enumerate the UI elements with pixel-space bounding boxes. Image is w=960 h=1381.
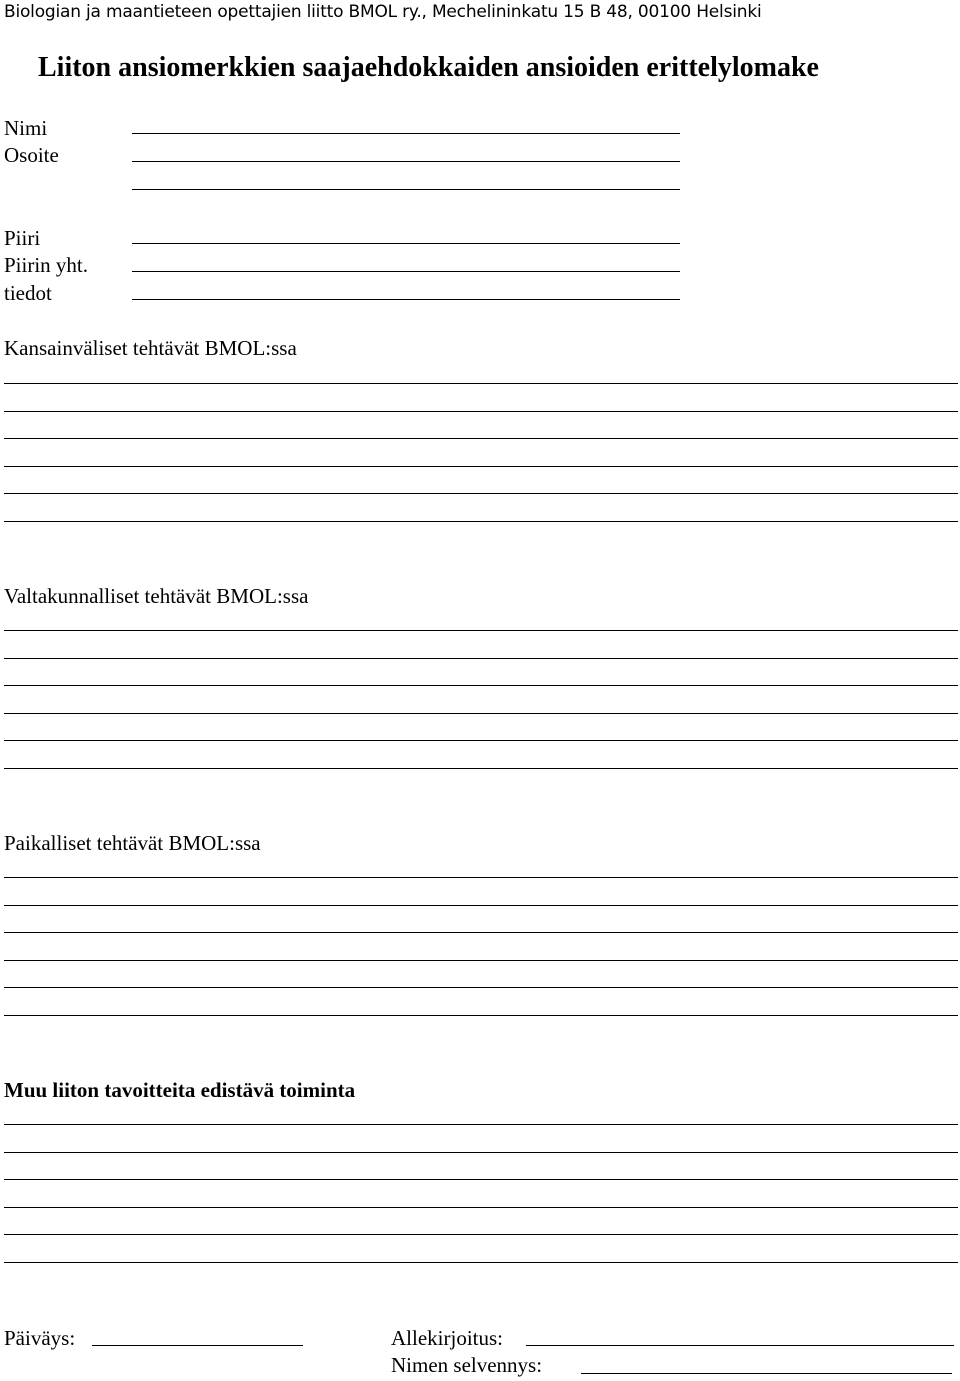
organization-header: Biologian ja maantieteen opettajien liitto BMOL ry., Mechelininkatu 15 B 48, 00100 Helsinki <box>4 2 762 22</box>
address-field-line-1[interactable] <box>132 161 680 162</box>
local-line[interactable] <box>4 1015 958 1016</box>
other-line[interactable] <box>4 1152 958 1153</box>
local-line[interactable] <box>4 987 958 988</box>
national-line[interactable] <box>4 630 958 631</box>
international-line[interactable] <box>4 521 958 522</box>
district-contact-label-cont: tiedot <box>4 281 52 305</box>
local-line[interactable] <box>4 877 958 878</box>
international-line[interactable] <box>4 493 958 494</box>
name-label: Nimi <box>4 116 48 140</box>
local-line[interactable] <box>4 932 958 933</box>
section-international-title: Kansainväliset tehtävät BMOL:ssa <box>4 336 297 360</box>
local-line[interactable] <box>4 905 958 906</box>
district-label: Piiri <box>4 226 41 250</box>
international-line[interactable] <box>4 383 958 384</box>
section-local-title: Paikalliset tehtävät BMOL:ssa <box>4 831 261 855</box>
other-line[interactable] <box>4 1207 958 1208</box>
signature-label: Allekirjoitus: <box>391 1326 503 1350</box>
district-contact-label: Piirin yht. <box>4 253 89 277</box>
other-line[interactable] <box>4 1262 958 1263</box>
national-line[interactable] <box>4 685 958 686</box>
national-line[interactable] <box>4 658 958 659</box>
name-clarification-label: Nimen selvennys: <box>391 1353 543 1377</box>
address-field-line-2[interactable] <box>132 189 680 190</box>
other-line[interactable] <box>4 1124 958 1125</box>
district-field-line[interactable] <box>132 243 680 244</box>
signature-field-line[interactable] <box>526 1345 954 1346</box>
name-field-line[interactable] <box>132 133 680 134</box>
date-label: Päiväys: <box>4 1326 76 1350</box>
date-field-line[interactable] <box>92 1345 303 1346</box>
national-line[interactable] <box>4 740 958 741</box>
other-line[interactable] <box>4 1179 958 1180</box>
form-title: Liiton ansiomerkkien saajaehdokkaiden ansioiden erittelylomake <box>38 52 819 83</box>
local-line[interactable] <box>4 960 958 961</box>
district-contact-field-line-2[interactable] <box>132 299 680 300</box>
international-line[interactable] <box>4 411 958 412</box>
name-clarification-field-line[interactable] <box>581 1373 952 1374</box>
national-line[interactable] <box>4 768 958 769</box>
national-line[interactable] <box>4 713 958 714</box>
international-line[interactable] <box>4 466 958 467</box>
section-other-title: Muu liiton tavoitteita edistävä toiminta <box>4 1078 356 1102</box>
other-line[interactable] <box>4 1234 958 1235</box>
district-contact-field-line-1[interactable] <box>132 271 680 272</box>
international-line[interactable] <box>4 438 958 439</box>
address-label: Osoite <box>4 143 59 167</box>
section-national-title: Valtakunnalliset tehtävät BMOL:ssa <box>4 584 309 608</box>
